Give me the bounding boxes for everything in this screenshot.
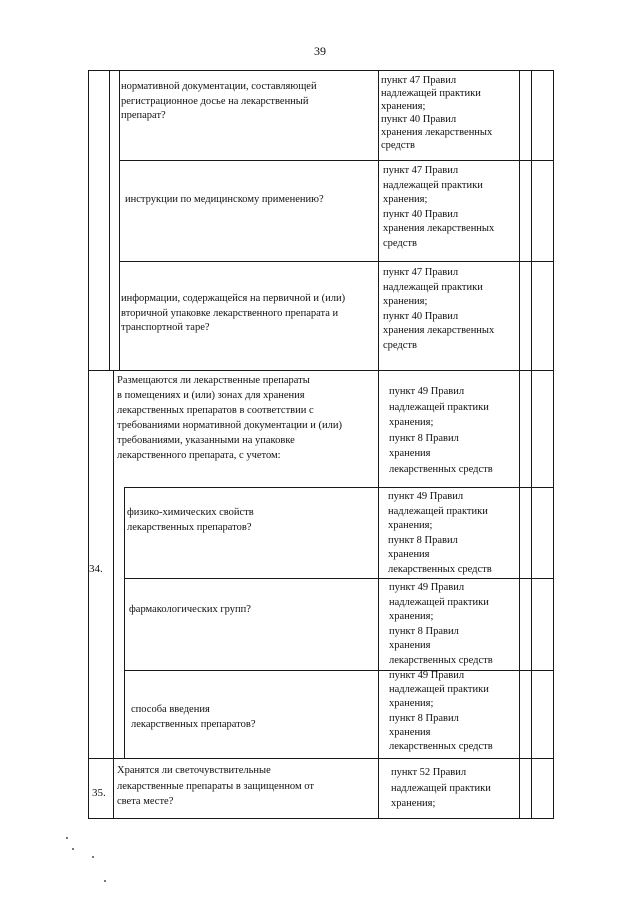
question-text: Размещаются ли лекарственные препараты в помещениях и (или) зонах для хранения лекарственных препаратов в соответствии с требованиями нормативной документации и (или) требованиями, указанными на упаковке лекарственного препарата, с учетом:: [117, 375, 343, 461]
row-number: 35.: [92, 787, 106, 799]
legal-reference: пункт 49 Правил надлежащей практики хранения; пункт 8 Правил хранения лекарственных средств: [389, 386, 493, 475]
question-text: информации, содержащейся на первичной и (или) вторичной упаковке лекарственного препарата и транспортной таре?: [121, 293, 346, 333]
row-number: 34.: [89, 563, 103, 575]
legal-reference: пункт 49 Правил надлежащей практики хранения; пункт 8 Правил хранения лекарственных средств: [389, 670, 493, 753]
question-text: способа введения лекарственных препаратов?: [131, 704, 256, 730]
question-text: нормативной документации, составляющей регистрационное досье на лекарственный препарат?: [121, 81, 317, 121]
legal-reference: пункт 52 Правил надлежащей практики хранения;: [391, 767, 491, 809]
scan-speck: [66, 837, 68, 839]
scan-speck: [72, 848, 74, 850]
question-text: фармакологических групп?: [129, 604, 251, 615]
page-number: 39: [314, 44, 326, 58]
question-text: Хранятся ли светочувствительные лекарственные препараты в защищенном от света месте?: [117, 765, 314, 807]
legal-reference: пункт 47 Правил надлежащей практики хранения; пункт 40 Правил хранения лекарственных средств: [383, 165, 495, 249]
legal-reference: пункт 47 Правил надлежащей практики хранения; пункт 40 Правил хранения лекарственных средств: [383, 267, 495, 351]
question-text: физико-химических свойств лекарственных препаратов?: [127, 507, 254, 533]
legal-reference: пункт 49 Правил надлежащей практики хранения; пункт 8 Правил хранения лекарственных средств: [388, 491, 492, 575]
question-text: инструкции по медицинскому применению?: [125, 194, 324, 205]
legal-reference: пункт 49 Правил надлежащей практики хранения; пункт 8 Правил хранения лекарственных средств: [389, 582, 493, 666]
scan-speck: [92, 856, 94, 858]
legal-reference: пункт 47 Правил надлежащей практики хранения; пункт 40 Правил хранения лекарственных средств: [381, 75, 493, 151]
scan-speck: [104, 880, 106, 882]
